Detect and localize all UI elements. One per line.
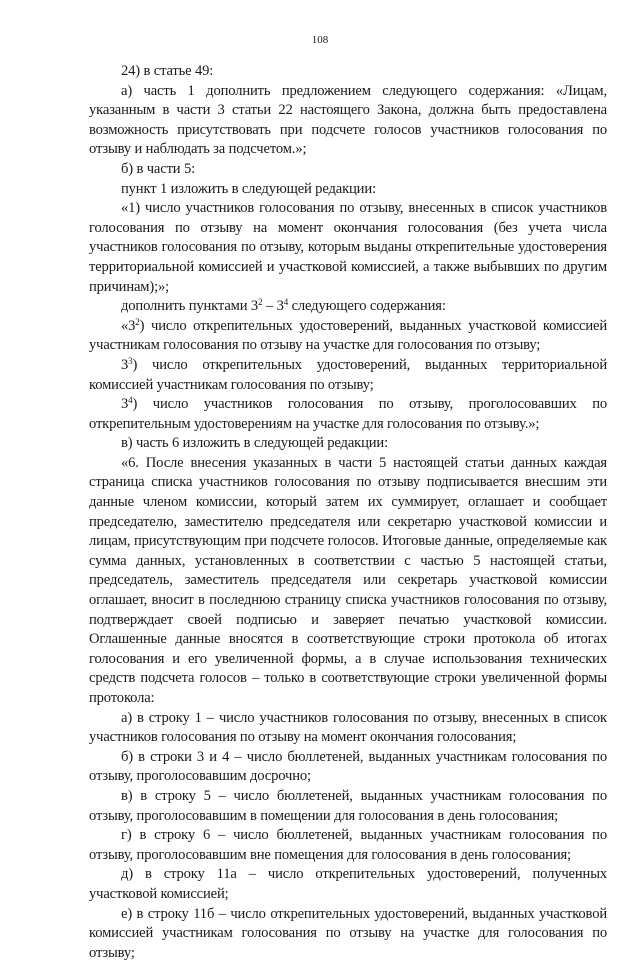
text-run: дополнить пунктами 3 (121, 298, 259, 315)
paragraph: д) в строку 11а – число открепительных удостоверений, полученных участковой комиссией; (89, 866, 607, 902)
page-number: 108 (311, 34, 329, 46)
document-body (89, 62, 607, 963)
superscript: 2 (135, 316, 140, 327)
paragraph: в) часть 6 изложить в следующей редакции: (121, 435, 388, 452)
paragraph: б) в строки 3 и 4 – число бюллетеней, выданных участникам голосования по отзыву, проголосовавшим досрочно; (89, 748, 607, 785)
paragraph: а) часть 1 дополнить предложением следующего содержания: «Лицам, указанным в части 3 статьи 22 настоящего Закона, должна быть предоставлена возможность присутствовать при подсчете голосов участников голосования по отзыву и наблюдать за подсчетом.»; (89, 82, 607, 158)
text-run: 3 (121, 396, 129, 413)
text-run: ) число участников голосования по отзыву, проголосовавших по открепительным удостоверениям на участке для голосования по отзыву.»; (89, 396, 607, 432)
paragraph: 24) в статье 49: (121, 63, 214, 79)
superscript: 3 (128, 355, 133, 366)
text-run: ) число открепительных удостоверений, выданных участковой комиссией участникам голосования по отзыву на участке для голосования по отзыву; (89, 317, 607, 354)
paragraph: г) в строку 6 – число бюллетеней, выданных участникам голосования по отзыву, проголосовавшим вне помещения для голосования в день голосования; (89, 827, 607, 863)
paragraph (89, 356, 607, 395)
paragraph: б) в части 5: (121, 160, 196, 177)
paragraph: «1) число участников голосования по отзыву, внесенных в список участников голосования по отзыву на момент окончания голосования (без учета числа участников голосования по отзыву, которым выданы открепительные удостоверения территориальной комиссией и участковой комиссией, а также выбывших по другим причинам);»; (89, 200, 607, 295)
text-run: – 3 (262, 298, 284, 315)
paragraph: в) в строку 5 – число бюллетеней, выданных участникам голосования по отзыву, проголосовавшим в помещении для голосования в день голосования; (89, 787, 607, 824)
text-run: «3 (121, 317, 136, 334)
text-run: следующего содержания: (288, 298, 446, 315)
paragraph: е) в строку 11б – число открепительных удостоверений, выданных участковой комиссией участникам голосования по отзыву на участке для голосования по отзыву; (89, 905, 607, 961)
superscript: 4 (128, 395, 133, 406)
paragraph: пункт 1 изложить в следующей редакции: (121, 180, 376, 197)
text-run: 3 (121, 356, 129, 373)
superscript: 2 (258, 297, 263, 308)
paragraph (89, 395, 607, 434)
paragraph: «6. После внесения указанных в части 5 настоящей статьи данных каждая страница списка участников голосования по отзыву подписывается внесшим эти данные членом комиссии, который затем их суммирует, оглашает и сообщает председателю, заместителю председателя или секретарю участковой комиссии и лицам, присутствующим при подсчете голосов. Итоговые данные, определяемые как сумма данных, установленных в соответствии с частью 5 настоящей статьи, председатель, заместитель председателя или секретарь участковой комиссии оглашает, вносит в последнюю страницу списка участников голосования по отзыву, подтверждает своей подписью и заверяет печатью участковой комиссии. Оглашенные данные вносятся в соответствующие строки протокола об итогах голосования и его увеличенной формы, а в случае использования технических средств подсчета голосов – только в соответствующие строки увеличенной формы протокола: (89, 454, 607, 706)
paragraph (89, 317, 607, 356)
text-run: ) число открепительных удостоверений, выданных территориальной комиссией участникам голосования по отзыву; (89, 356, 607, 393)
paragraph: а) в строку 1 – число участников голосования по отзыву, внесенных в список участников голосования по отзыву на момент окончания голосования; (89, 709, 607, 746)
superscript: 4 (283, 297, 289, 308)
paragraph (89, 297, 607, 317)
